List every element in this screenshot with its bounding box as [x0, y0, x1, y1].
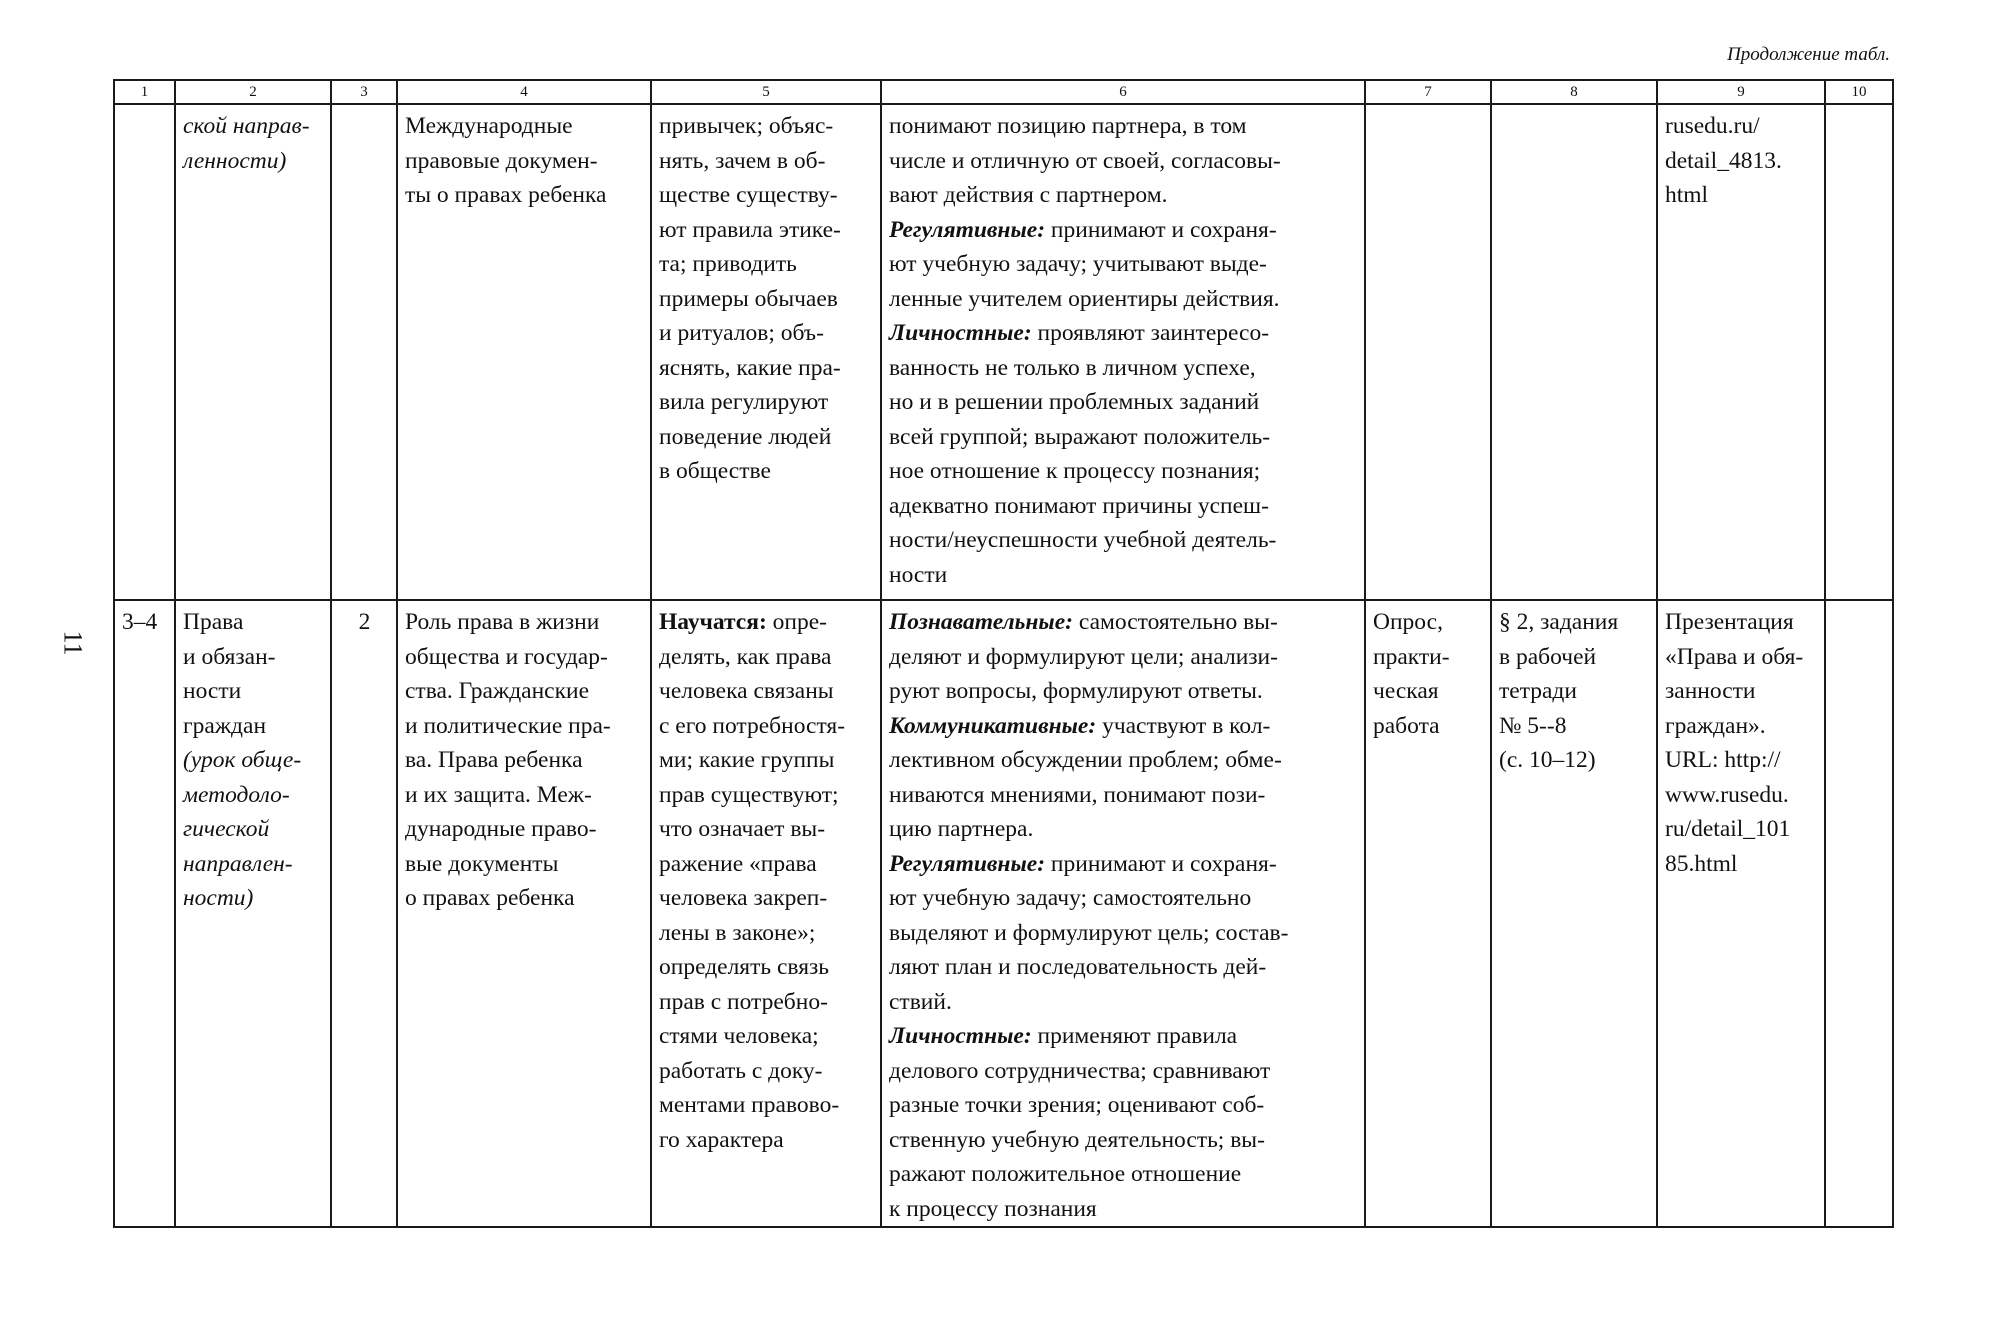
- r1-resources: rusedu.ru/ detail_4813. html: [1657, 104, 1825, 600]
- r2-hours: 2: [331, 600, 397, 1227]
- col-header-2: 2: [175, 80, 331, 104]
- col-header-7: 7: [1365, 80, 1491, 104]
- r2-homework: § 2, задания в рабочей тетради № 5--8 (с. 10–12): [1491, 600, 1657, 1227]
- r2-resources: Презентация «Права и обя- занности граждан». URL: http:// www.rusedu. ru/detail_101 85.html: [1657, 600, 1825, 1227]
- r1-meta-results: понимают позицию партнера, в том числе и отличную от своей, согласовы- вают действия с партнером. Регулятивные: принимают и сохраня- ют учебную задачу; учитывают выде- ленные учителем ориентиры действия. Личностные: проявляют заинтересо- ванность не только в личном успехе, но и в решении проблемных заданий всей группой; выражают положитель- ное отношение к процессу познания; адекватно понимают причины успеш- ности/неуспешности учебной деятель- ности: [881, 104, 1365, 600]
- col-header-3: 3: [331, 80, 397, 104]
- r2-subject-results: Научатся: опре- делять, как права человека связаны с его потребностя- ми; какие группы прав существуют; что означает вы- ражение «права человека закреп- лены в законе»; определять связь прав с потребно- стями человека; работать с доку- ментами правово- го характера: [651, 600, 881, 1227]
- r2-lesson-number: 3–4: [114, 600, 175, 1227]
- col-header-5: 5: [651, 80, 881, 104]
- r1-subject-results: привычек; объяс- нять, зачем в об- ществе существу- ют правила этике- та; приводить примеры обычаев и ритуалов; объ- яснять, какие пра- вила регулируют поведение людей в обществе: [651, 104, 881, 600]
- r1-topic: ской направ- ленности): [175, 104, 331, 600]
- lesson-plan-table: [113, 79, 1894, 1228]
- r1-assessment: [1365, 104, 1491, 600]
- r2-notes: [1825, 600, 1893, 1227]
- page-number: 11: [58, 630, 88, 656]
- r1-content: Международные правовые докумен- ты о правах ребенка: [397, 104, 651, 600]
- table-continuation-caption: Продолжение табл.: [1727, 44, 1890, 65]
- table-row: [114, 600, 1893, 1227]
- table-row: [114, 104, 1893, 600]
- r2-assessment: Опрос, практи- ческая работа: [1365, 600, 1491, 1227]
- col-header-8: 8: [1491, 80, 1657, 104]
- col-header-6: 6: [881, 80, 1365, 104]
- r2-content: Роль права в жизни общества и государ- ства. Гражданские и политические пра- ва. Права ребенка и их защита. Меж- дународные право- вые документы о правах ребенка: [397, 600, 651, 1227]
- r2-topic: Права и обязан- ности граждан (урок обще- методоло- гической направлен- ности): [175, 600, 331, 1227]
- r1-hours: [331, 104, 397, 600]
- r1-lesson-number: [114, 104, 175, 600]
- col-header-10: 10: [1825, 80, 1893, 104]
- column-number-row: [114, 80, 1893, 104]
- col-header-4: 4: [397, 80, 651, 104]
- r1-notes: [1825, 104, 1893, 600]
- col-header-9: 9: [1657, 80, 1825, 104]
- col-header-1: 1: [114, 80, 175, 104]
- r2-meta-results: Познавательные: самостоятельно вы- деляют и формулируют цели; анализи- руют вопросы, формулируют ответы. Коммуникативные: участвуют в кол- лективном обсуждении проблем; обме- ниваются мнениями, понимают пози- цию партнера. Регулятивные: принимают и сохраня- ют учебную задачу; самостоятельно выделяют и формулируют цель; состав- ляют план и последовательность дей- ствий. Личностные: применяют правила делового сотрудничества; сравнивают разные точки зрения; оценивают соб- ственную учебную деятельность; вы- ражают положительное отношение к процессу познания: [881, 600, 1365, 1227]
- r1-homework: [1491, 104, 1657, 600]
